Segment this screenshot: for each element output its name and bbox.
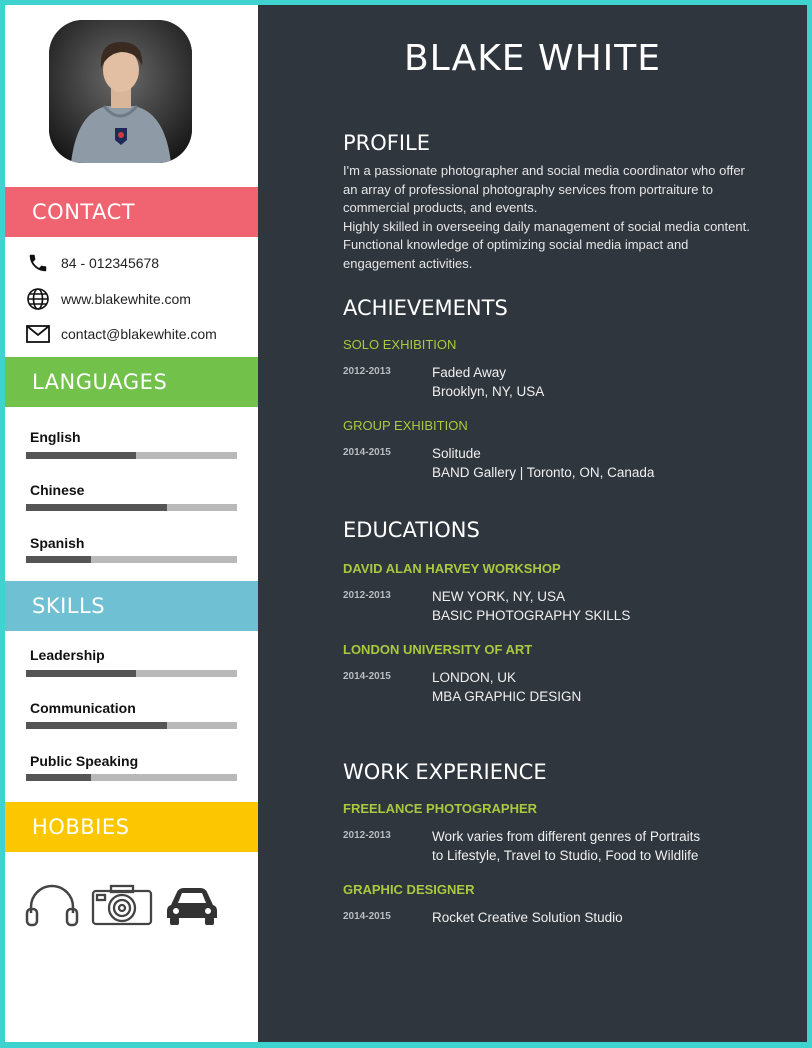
educations-heading: EDUCATIONS <box>343 518 480 542</box>
phone-number: 84 - 012345678 <box>61 255 160 271</box>
detail-line: Brooklyn, NY, USA <box>432 384 545 399</box>
website-link[interactable]: www.blakewhite.com <box>61 291 191 307</box>
detail-line: LONDON, UK <box>432 670 517 685</box>
person-name: BLAKE WHITE <box>403 38 662 79</box>
hobbies-heading: HOBBIES <box>5 802 258 852</box>
profile-line: engagement activities. <box>343 255 473 271</box>
left-column <box>5 5 258 1042</box>
skill-bar-fill <box>26 774 91 781</box>
email-link[interactable]: contact@blakewhite.com <box>61 326 217 342</box>
skill-bar-leadership <box>26 670 237 677</box>
language-label-chinese: Chinese <box>30 482 85 498</box>
skill-bar-fill <box>26 670 136 677</box>
detail-line: NEW YORK, NY, USA <box>432 589 566 604</box>
education-years: 2014-2015 <box>343 671 391 682</box>
phone-icon <box>25 250 51 276</box>
achievement-title: GROUP EXHIBITION <box>343 418 468 433</box>
achievement-years: 2012-2013 <box>343 366 391 377</box>
profile-line: commercial products, and events. <box>343 200 538 216</box>
skill-bar-fill <box>26 722 167 729</box>
headphones-icon <box>25 883 79 932</box>
skill-bar-public-speaking <box>26 774 237 781</box>
detail-line: BAND Gallery | Toronto, ON, Canada <box>432 465 655 480</box>
contact-website <box>25 286 191 312</box>
detail-line: BASIC PHOTOGRAPHY SKILLS <box>432 608 631 623</box>
envelope-icon <box>25 321 51 347</box>
detail-line: Faded Away <box>432 365 507 380</box>
education-years: 2012-2013 <box>343 590 391 601</box>
language-bar-english <box>26 452 237 459</box>
work-details <box>432 908 623 927</box>
detail-line: Work varies from different genres of Portraits <box>432 829 701 844</box>
work-experience-heading: WORK EXPERIENCE <box>343 760 547 784</box>
detail-line: to Lifestyle, Travel to Studio, Food to Wildlife <box>432 848 699 863</box>
language-bar-spanish <box>26 556 237 563</box>
work-title: FREELANCE PHOTOGRAPHER <box>343 801 538 816</box>
contact-email <box>25 321 217 347</box>
skill-bar-communication <box>26 722 237 729</box>
language-bar-fill <box>26 452 136 459</box>
achievement-details <box>432 444 654 482</box>
achievement-years: 2014-2015 <box>343 447 391 458</box>
language-bar-fill <box>26 556 91 563</box>
achievements-heading: ACHIEVEMENTS <box>343 296 508 320</box>
work-years: 2012-2013 <box>343 830 391 841</box>
languages-heading: LANGUAGES <box>5 357 258 407</box>
detail-line: Rocket Creative Solution Studio <box>432 910 623 925</box>
profile-line: I'm a passionate photographer and social media coordinator who offer <box>343 163 745 178</box>
profile-heading: PROFILE <box>343 131 431 155</box>
profile-text <box>343 162 783 274</box>
skills-heading: SKILLS <box>5 581 258 631</box>
work-title: GRAPHIC DESIGNER <box>343 882 475 897</box>
globe-icon <box>25 286 51 312</box>
detail-line: MBA GRAPHIC DESIGN <box>432 689 582 704</box>
achievement-title: SOLO EXHIBITION <box>343 337 457 352</box>
skill-label-public-speaking: Public Speaking <box>30 753 139 769</box>
profile-line: Functional knowledge of optimizing social media impact and <box>343 237 689 253</box>
language-label-spanish: Spanish <box>30 535 85 551</box>
hobby-icons <box>25 883 219 932</box>
resume-page <box>5 5 807 1042</box>
contact-phone <box>25 250 159 276</box>
profile-line: an array of professional photography services from portraiture to <box>343 181 713 197</box>
skill-label-leadership: Leadership <box>30 647 105 663</box>
language-label-english: English <box>30 429 81 445</box>
education-details <box>432 587 630 625</box>
profile-photo <box>49 20 192 163</box>
language-bar-chinese <box>26 504 237 511</box>
language-bar-fill <box>26 504 167 511</box>
right-column <box>258 5 807 1042</box>
education-title: DAVID ALAN HARVEY WORKSHOP <box>343 561 561 576</box>
profile-line: Highly skilled in overseeing daily management of social media content. <box>343 218 750 234</box>
work-details <box>432 827 700 865</box>
work-years: 2014-2015 <box>343 911 391 922</box>
skill-label-communication: Communication <box>30 700 136 716</box>
car-icon <box>165 883 219 932</box>
achievement-details <box>432 363 544 401</box>
camera-icon <box>91 883 153 932</box>
detail-line: Solitude <box>432 446 481 461</box>
education-title: LONDON UNIVERSITY OF ART <box>343 642 533 657</box>
education-details <box>432 668 581 706</box>
contact-heading: CONTACT <box>5 187 258 237</box>
